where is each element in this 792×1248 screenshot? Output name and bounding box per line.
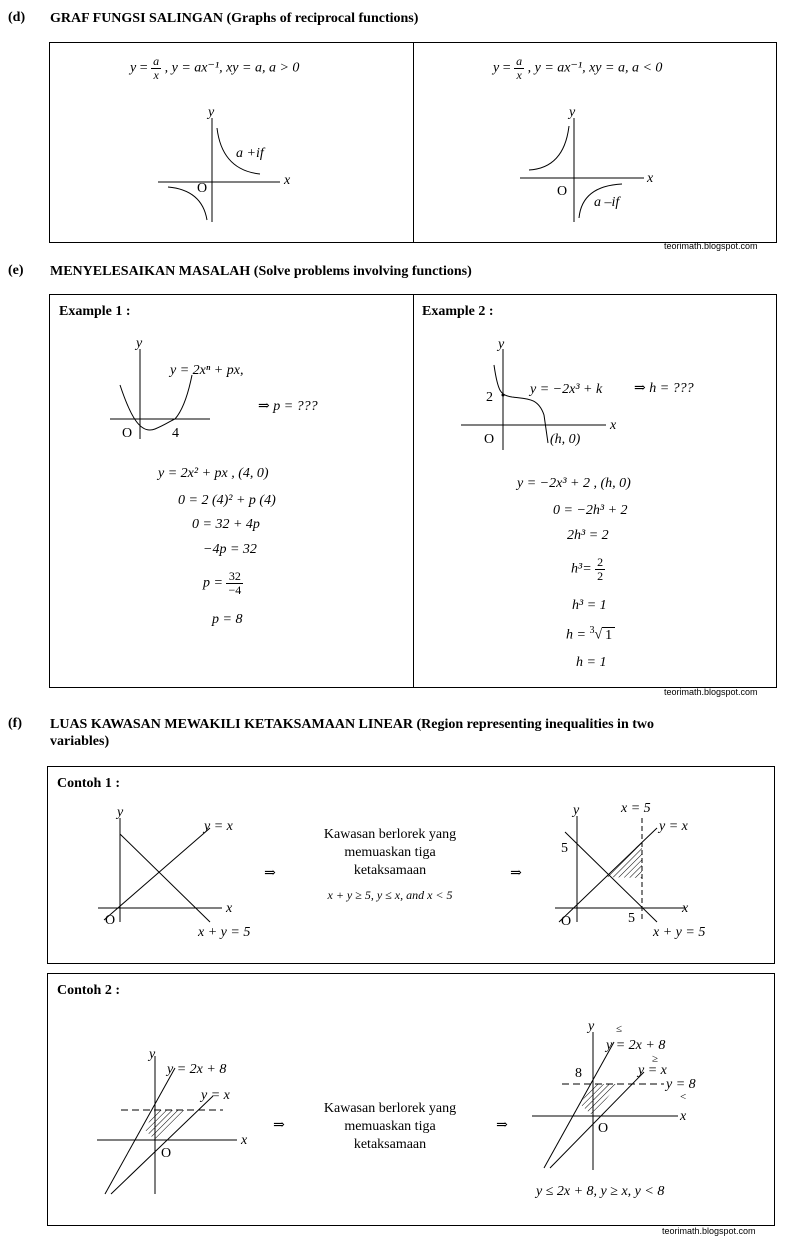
ex2-origin: O <box>484 432 495 447</box>
c2r-line-y8-label: y = 8 <box>666 1077 696 1092</box>
d-left-eq-y: y <box>130 60 137 76</box>
d-left-eq-equals: = <box>139 60 148 76</box>
contoh1-text <box>290 826 490 904</box>
ex2-intercept-point <box>502 394 505 397</box>
ex2-step6-index: 3 <box>589 625 595 636</box>
c1l-line-yx-label: y = x <box>204 819 233 834</box>
contoh2-text <box>290 1100 490 1154</box>
c2r-shaded-region <box>580 1084 618 1116</box>
ex1-step4: −4p = 32 <box>203 542 257 557</box>
ex2-step7: h = 1 <box>576 655 607 670</box>
contoh2-graph-right <box>530 1016 730 1176</box>
ex1-step6: p = 8 <box>212 612 243 627</box>
d-right-graph <box>512 100 672 230</box>
d-left-axis-y: y <box>208 105 215 120</box>
d-right-curve-label: a –if <box>594 195 620 210</box>
c1r-line-yx-label: y = x <box>659 819 688 834</box>
d-left-axis-x: x <box>284 173 291 188</box>
e-credit: teorimath.blogspot.com <box>664 687 758 697</box>
d-left-equation <box>130 55 299 82</box>
c1l-line-sum-label: x + y = 5 <box>198 925 251 940</box>
contoh1-text-line1: Kawasan berlorek yang <box>323 827 457 842</box>
d-left-curve-label: a +if <box>236 146 264 161</box>
section-e-title: MENYELESAIKAN MASALAH (Solve problems involving functions) <box>50 264 472 279</box>
d-credit: teorimath.blogspot.com <box>664 241 758 251</box>
contoh1-text-line2: memuaskan tiga <box>344 845 436 860</box>
contoh2-inequalities: y ≤ 2x + 8, y ≥ x, y < 8 <box>536 1184 665 1199</box>
contoh2-graph-left <box>95 1040 295 1200</box>
c2r-ge-sign: ≥ <box>652 1053 659 1065</box>
example1-title: Example 1 : <box>59 304 131 319</box>
contoh1-arrow1: ⇒ <box>264 866 276 881</box>
d-right-axis-x: x <box>647 171 654 186</box>
d-right-frac-den: x <box>516 68 522 82</box>
d-left-fraction <box>151 55 161 82</box>
c1r-x5-label: x = 5 <box>621 801 651 816</box>
c1l-axis-x: x <box>226 901 233 916</box>
c2r-lt-sign: < <box>680 1091 687 1103</box>
ex1-step1: y = 2x² + px , (4, 0) <box>158 466 269 481</box>
f-credit: teorimath.blogspot.com <box>662 1226 756 1236</box>
ex1-root: 4 <box>172 426 179 441</box>
ex2-step1: y = −2x³ + 2 , (h, 0) <box>517 476 631 491</box>
ex2-intercept: 2 <box>486 390 493 405</box>
c2r-le-sign: ≤ <box>616 1023 623 1035</box>
ex2-point: (h, 0) <box>550 432 581 447</box>
ex2-step4-lhs: h³= <box>571 561 592 577</box>
c2l-shaded-region <box>145 1110 185 1140</box>
d-right-eq-equals: = <box>502 60 511 76</box>
c1l-origin: O <box>105 913 116 928</box>
ex2-step3: 2h³ = 2 <box>567 528 609 543</box>
ex2-step4-fraction <box>595 556 605 583</box>
d-left-frac-num: a <box>153 54 160 68</box>
c2r-axis-x: x <box>680 1109 687 1124</box>
c2r-line-2x-label: y = 2x + 8 <box>606 1038 666 1053</box>
example2-title: Example 2 : <box>422 304 494 319</box>
c1l-axis-y: y <box>117 805 124 820</box>
contoh2-arrow1: ⇒ <box>273 1118 285 1133</box>
c1l-line-sum <box>120 834 210 922</box>
ex2-step4-den: 2 <box>597 569 604 583</box>
section-f-title-line1: LUAS KAWASAN MEWAKILI KETAKSAMAAN LINEAR (Region representing inequalities in two <box>50 717 655 732</box>
ex2-step5: h³ = 1 <box>572 598 607 613</box>
c2l-axis-x: x <box>241 1133 248 1148</box>
c2l-line-yx-label: y = x <box>201 1088 230 1103</box>
ex2-axis-x: x <box>610 418 617 433</box>
d-right-equation <box>493 55 662 82</box>
ex2-curve <box>494 365 548 443</box>
ex1-step3: 0 = 32 + 4p <box>192 517 260 532</box>
ex2-step6 <box>566 625 615 644</box>
d-right-frac-num: a <box>516 54 523 68</box>
d-right-axis-y: y <box>569 105 576 120</box>
d-right-curve-q2 <box>529 126 569 170</box>
contoh1-arrow2: ⇒ <box>510 866 522 881</box>
c1r-five-x: 5 <box>628 911 635 926</box>
d-right-eq-rest: , y = ax⁻¹, xy = a, a < 0 <box>527 60 663 76</box>
contoh1-title: Contoh 1 : <box>57 776 121 791</box>
c2r-eight: 8 <box>575 1066 582 1081</box>
c2l-axis-y: y <box>149 1047 156 1062</box>
d-right-fraction <box>514 55 524 82</box>
d-left-eq-rest: , y = ax⁻¹, xy = a, a > 0 <box>164 60 300 76</box>
c2l-origin: O <box>161 1146 172 1161</box>
ex2-step6-radicand: 1 <box>602 627 615 643</box>
ex1-origin: O <box>122 426 133 441</box>
section-f-title <box>50 716 760 750</box>
ex2-axis-y: y <box>498 337 505 352</box>
ex1-step5 <box>203 570 243 597</box>
ex1-step5-lhs: p = <box>203 575 223 591</box>
ex1-curve-eq: y = 2xⁿ + px, <box>170 363 244 378</box>
contoh2-text-line2: memuaskan tiga <box>344 1119 436 1134</box>
d-left-graph <box>150 100 310 230</box>
contoh1-graph-left <box>90 800 280 950</box>
ex2-step4-num: 2 <box>597 555 604 569</box>
section-f-title-line2: variables) <box>50 734 110 749</box>
d-left-origin: O <box>197 181 208 196</box>
c2r-line-yx-label: y = x <box>638 1063 667 1078</box>
c1r-five-y: 5 <box>561 841 568 856</box>
ex2-step6-lhs: h = <box>566 627 586 643</box>
contoh1-inequalities: x + y ≥ 5, y ≤ x, and x < 5 <box>327 888 453 902</box>
ex2-step6-radical-icon: √ <box>594 627 603 643</box>
ex2-step4 <box>571 556 605 583</box>
ex1-step5-den: −4 <box>228 583 242 597</box>
c1r-axis-y: y <box>573 803 580 818</box>
ex2-step2: 0 = −2h³ + 2 <box>553 503 628 518</box>
section-d-label: (d) <box>8 10 26 25</box>
section-d-divider <box>413 42 414 243</box>
ex1-step5-fraction <box>226 570 243 597</box>
d-right-eq-y: y <box>493 60 500 76</box>
contoh1-graph-right <box>545 798 745 948</box>
ex1-curve <box>120 375 192 430</box>
c2r-axis-y: y <box>588 1019 595 1034</box>
ex1-step2: 0 = 2 (4)² + p (4) <box>178 493 276 508</box>
c2r-origin: O <box>598 1121 609 1136</box>
d-left-frac-den: x <box>153 68 159 82</box>
contoh2-title: Contoh 2 : <box>57 983 121 998</box>
c1r-line-sum-label: x + y = 5 <box>653 925 706 940</box>
c1r-axis-x: x <box>682 901 689 916</box>
d-right-origin: O <box>557 184 568 199</box>
ex1-question: ⇒ p = ??? <box>258 399 318 414</box>
contoh1-text-line3: ketaksamaan <box>353 863 427 878</box>
ex1-axis-y: y <box>136 336 143 351</box>
ex1-step5-num: 32 <box>226 570 243 584</box>
c2l-line-2x-label: y = 2x + 8 <box>167 1062 227 1077</box>
c1r-origin: O <box>561 914 572 929</box>
contoh2-arrow2: ⇒ <box>496 1118 508 1133</box>
example2-graph <box>456 335 776 455</box>
c2l-line-2x <box>105 1068 175 1194</box>
contoh2-text-line3: ketaksamaan <box>353 1137 427 1152</box>
c2r-line-2x <box>544 1042 614 1168</box>
example1-graph <box>100 335 420 445</box>
section-d-title: GRAF FUNGSI SALINGAN (Graphs of reciprocal functions) <box>50 11 419 26</box>
contoh2-text-line1: Kawasan berlorek yang <box>323 1101 457 1116</box>
section-f-label: (f) <box>8 716 22 731</box>
ex2-question: ⇒ h = ??? <box>634 381 694 396</box>
section-e-label: (e) <box>8 263 24 278</box>
ex2-curve-eq: y = −2x³ + k <box>530 382 603 397</box>
